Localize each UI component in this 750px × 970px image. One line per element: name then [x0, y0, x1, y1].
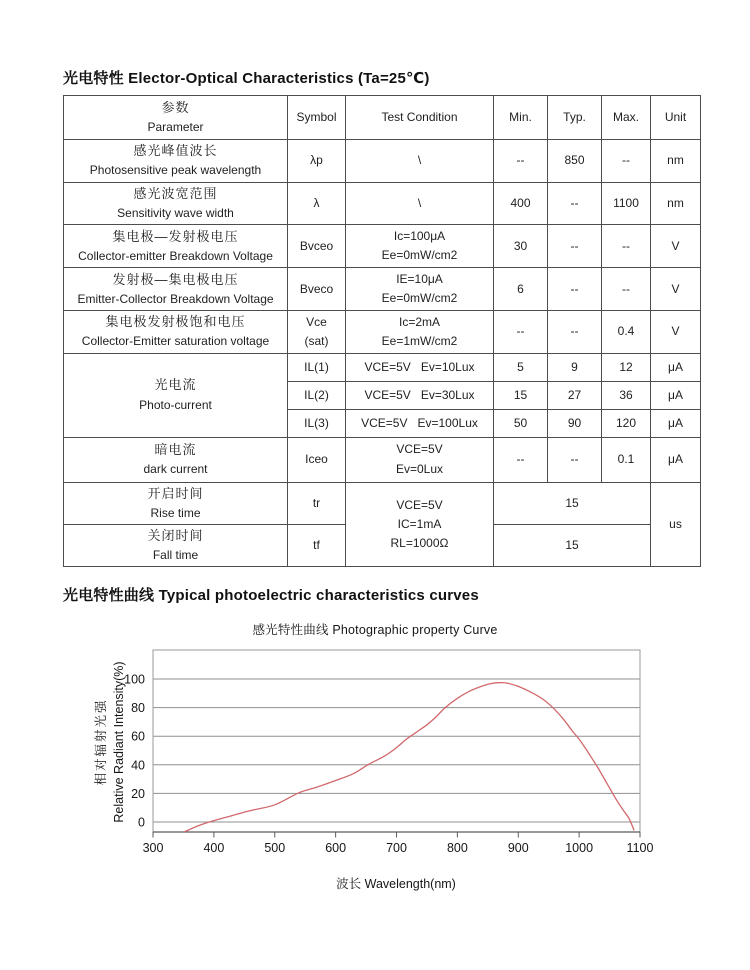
- cell-line: 27: [567, 387, 582, 402]
- x-tick-label: 700: [386, 841, 407, 855]
- cell-line: V: [671, 281, 680, 296]
- table-cell: [288, 140, 346, 183]
- table-cell: [602, 268, 651, 311]
- table-row: [64, 225, 701, 268]
- cell-line: --: [516, 324, 525, 339]
- cell-line: Ic=2mA: [398, 314, 440, 329]
- cell-line: 光电流: [154, 377, 197, 393]
- spectral-response-curve: [185, 683, 634, 832]
- table-cell: [651, 140, 701, 183]
- cell-line: V: [671, 324, 680, 339]
- y-axis-label-cn: 相对辐射光强: [94, 698, 108, 786]
- table-cell: [494, 183, 548, 225]
- cell-line: Emitter-Collector Breakdown Voltage: [77, 291, 274, 306]
- table-cell: [346, 353, 494, 381]
- cell-line: λ: [313, 196, 320, 211]
- y-axis-label-en: Relative Radiant Intensity(%): [112, 661, 126, 823]
- table-cell: [651, 409, 701, 437]
- table-cell: [651, 482, 701, 567]
- table-cell: [64, 482, 288, 524]
- table-row: [64, 437, 701, 482]
- table-cell: [346, 140, 494, 183]
- y-tick-label: 20: [131, 786, 145, 801]
- cell-line: --: [516, 452, 525, 467]
- table-cell: [602, 225, 651, 268]
- cell-line: Collector-Emitter saturation voltage: [81, 334, 270, 349]
- cell-line: nm: [667, 153, 684, 168]
- table-cell: [602, 409, 651, 437]
- table-cell: [602, 183, 651, 225]
- cell-line: tr: [312, 495, 321, 510]
- cell-line: 集电极—发射极电压: [112, 228, 239, 244]
- cell-line: λp: [310, 153, 323, 168]
- table-cell: [288, 524, 346, 566]
- cell-line: IE=10μA: [396, 272, 443, 287]
- cell-line: tf: [313, 538, 320, 553]
- header-cell: [494, 96, 548, 140]
- table-cell: [548, 437, 602, 482]
- table-cell: [288, 409, 346, 437]
- cell-line: VCE=5V: [396, 497, 443, 512]
- cell-line: us: [669, 516, 682, 531]
- cell-line: Ee=0mW/cm2: [381, 248, 458, 263]
- table-cell: [288, 482, 346, 524]
- table-cell: [602, 353, 651, 381]
- cell-line: 0.1: [617, 452, 635, 467]
- table-cell: [346, 311, 494, 353]
- table-cell: [64, 183, 288, 225]
- table-cell: [548, 311, 602, 353]
- table-cell: [346, 409, 494, 437]
- table-cell: [602, 381, 651, 409]
- cell-line: μA: [668, 359, 683, 374]
- chart-title: 感光特性曲线 Photographic property Curve: [252, 623, 498, 637]
- table-cell: [651, 183, 701, 225]
- chart-svg: [60, 640, 720, 910]
- table-cell: [346, 381, 494, 409]
- section-title-electro-optical: 光电特性 Elector-Optical Characteristics (Ta=25℃): [63, 70, 430, 87]
- table-cell: [288, 381, 346, 409]
- cell-line: RL=1000Ω: [390, 536, 449, 551]
- table-cell: [288, 353, 346, 381]
- table-cell: [494, 524, 651, 566]
- electro-optical-characteristics-table: [63, 95, 701, 567]
- cell-line: IL(2): [304, 387, 329, 402]
- table-cell: [64, 524, 288, 566]
- cell-line: VCE=5V Ev=30Lux: [364, 387, 475, 402]
- cell-line: 5: [517, 359, 524, 374]
- cell-line: --: [622, 281, 630, 296]
- plot-border: [153, 650, 640, 832]
- cell-line: Ee=1mW/cm2: [381, 333, 458, 348]
- table-cell: [494, 268, 548, 311]
- table-cell: [494, 409, 548, 437]
- table-cell: [64, 140, 288, 183]
- table-cell: [494, 353, 548, 381]
- table-cell: [651, 381, 701, 409]
- cell-line: 30: [513, 238, 528, 253]
- table-row: [64, 311, 701, 353]
- cell-line: nm: [667, 196, 684, 211]
- cell-line: Rise time: [150, 505, 201, 520]
- table-cell: [288, 225, 346, 268]
- cell-line: IL(1): [304, 359, 329, 374]
- x-tick-label: 1100: [626, 841, 654, 855]
- cell-line: Test Condition: [381, 109, 458, 124]
- cell-line: 感光峰值波长: [133, 143, 218, 159]
- cell-line: VCE=5V Ev=100Lux: [361, 415, 478, 430]
- table-row: [64, 268, 701, 311]
- cell-line: Min.: [509, 109, 532, 124]
- cell-line: 36: [619, 387, 633, 402]
- y-tick-label: 0: [138, 815, 145, 830]
- y-tick-label: 40: [131, 758, 145, 773]
- cell-line: 0.4: [617, 324, 635, 339]
- table-cell: [64, 437, 288, 482]
- table-header-row: [64, 96, 701, 140]
- cell-line: \: [417, 153, 422, 168]
- cell-line: 9: [571, 359, 578, 374]
- cell-line: 90: [567, 415, 582, 430]
- cell-line: IL(3): [304, 415, 329, 430]
- cell-line: Typ.: [563, 109, 586, 124]
- cell-line: 120: [615, 415, 637, 430]
- cell-line: μA: [668, 415, 683, 430]
- table-cell: [288, 268, 346, 311]
- cell-line: 集电极发射极饱和电压: [105, 314, 246, 330]
- cell-line: 暗电流: [154, 441, 197, 457]
- cell-line: 6: [517, 281, 524, 296]
- y-tick-label: 100: [124, 672, 145, 687]
- table-cell: [64, 268, 288, 311]
- table-row: [64, 183, 701, 225]
- table-cell: [602, 437, 651, 482]
- cell-line: Symbol: [296, 109, 337, 124]
- table-cell: [651, 437, 701, 482]
- cell-line: 15: [513, 387, 528, 402]
- cell-line: μA: [668, 452, 683, 467]
- cell-line: Photosensitive peak wavelength: [89, 163, 262, 178]
- table-cell: [651, 225, 701, 268]
- cell-line: Parameter: [147, 119, 204, 134]
- x-tick-label: 500: [264, 841, 286, 855]
- table-cell: [548, 183, 602, 225]
- cell-line: VCE=5V: [396, 442, 443, 457]
- cell-line: VCE=5V Ev=10Lux: [364, 359, 475, 374]
- table-row: [64, 140, 701, 183]
- cell-line: Iceo: [305, 452, 328, 467]
- x-axis-label: 波长 Wavelength(nm): [336, 877, 456, 891]
- table-cell: [346, 225, 494, 268]
- table-cell: [494, 311, 548, 353]
- y-tick-label: 80: [131, 701, 145, 716]
- table-cell: [651, 311, 701, 353]
- cell-line: --: [622, 153, 630, 168]
- x-tick-label: 800: [446, 841, 468, 855]
- cell-line: Fall time: [152, 548, 199, 563]
- table-row: [64, 353, 701, 381]
- cell-line: (sat): [304, 333, 329, 348]
- cell-line: Bvceo: [299, 238, 334, 253]
- table-cell: [64, 353, 288, 437]
- x-tick-label: 400: [203, 841, 225, 855]
- table-cell: [602, 311, 651, 353]
- table-cell: [288, 183, 346, 225]
- table-cell: [548, 225, 602, 268]
- cell-line: 感光波宽范围: [133, 186, 218, 201]
- table-cell: [651, 268, 701, 311]
- cell-line: V: [671, 238, 680, 253]
- cell-line: 15: [565, 495, 579, 510]
- cell-line: 850: [564, 153, 585, 168]
- cell-line: 1100: [613, 196, 639, 211]
- cell-line: --: [570, 196, 579, 211]
- table-cell: [494, 437, 548, 482]
- cell-line: --: [570, 281, 579, 296]
- cell-line: Ee=0mW/cm2: [381, 291, 458, 306]
- table-cell: [494, 225, 548, 268]
- table-cell: [64, 311, 288, 353]
- header-cell: [651, 96, 701, 140]
- table-cell: [64, 225, 288, 268]
- table-cell: [494, 140, 548, 183]
- table-row: [64, 482, 701, 524]
- x-tick-label: 1000: [565, 841, 594, 855]
- cell-line: Ic=100μA: [393, 229, 446, 244]
- cell-line: Ev=0Lux: [395, 461, 444, 476]
- header-cell: [64, 96, 288, 140]
- cell-line: Max.: [612, 109, 639, 124]
- table-cell: [346, 482, 494, 567]
- cell-line: \: [417, 196, 422, 211]
- cell-line: dark current: [143, 462, 208, 477]
- table-cell: [602, 140, 651, 183]
- table-cell: [494, 482, 651, 524]
- table-cell: [346, 183, 494, 225]
- cell-line: Vce: [306, 314, 327, 329]
- cell-line: 12: [619, 359, 633, 374]
- cell-line: --: [516, 153, 525, 168]
- x-tick-label: 600: [325, 841, 347, 855]
- cell-line: Collector-emitter Breakdown Voltage: [78, 248, 273, 263]
- cell-line: Unit: [664, 109, 687, 124]
- x-tick-label: 300: [142, 841, 164, 855]
- table-cell: [548, 268, 602, 311]
- cell-line: IC=1mA: [397, 516, 442, 531]
- cell-line: Sensitivity wave width: [117, 206, 234, 221]
- table-cell: [288, 311, 346, 353]
- y-tick-label: 60: [131, 729, 145, 744]
- cell-line: --: [570, 238, 579, 253]
- cell-line: Photo-current: [139, 397, 212, 412]
- table-cell: [548, 353, 602, 381]
- table-cell: [548, 409, 602, 437]
- cell-line: 50: [513, 415, 528, 430]
- cell-line: 400: [510, 196, 531, 211]
- cell-line: 发射极—集电极电压: [112, 271, 239, 287]
- cell-line: Bveco: [299, 281, 334, 296]
- cell-line: 参数: [161, 99, 190, 115]
- cell-line: --: [570, 324, 579, 339]
- table-cell: [346, 437, 494, 482]
- table-cell: [288, 437, 346, 482]
- table-cell: [346, 268, 494, 311]
- cell-line: 15: [565, 538, 579, 553]
- header-cell: [602, 96, 651, 140]
- section-title-curves: 光电特性曲线 Typical photoelectric characteristics curves: [63, 587, 479, 604]
- table-cell: [548, 381, 602, 409]
- cell-line: μA: [668, 387, 683, 402]
- cell-line: 关闭时间: [147, 527, 204, 543]
- cell-line: 开启时间: [147, 485, 204, 501]
- header-cell: [288, 96, 346, 140]
- table-cell: [651, 353, 701, 381]
- cell-line: --: [570, 452, 579, 467]
- table-cell: [548, 140, 602, 183]
- x-tick-label: 900: [507, 841, 529, 855]
- table-cell: [494, 381, 548, 409]
- cell-line: --: [622, 238, 630, 253]
- header-cell: [548, 96, 602, 140]
- header-cell: [346, 96, 494, 140]
